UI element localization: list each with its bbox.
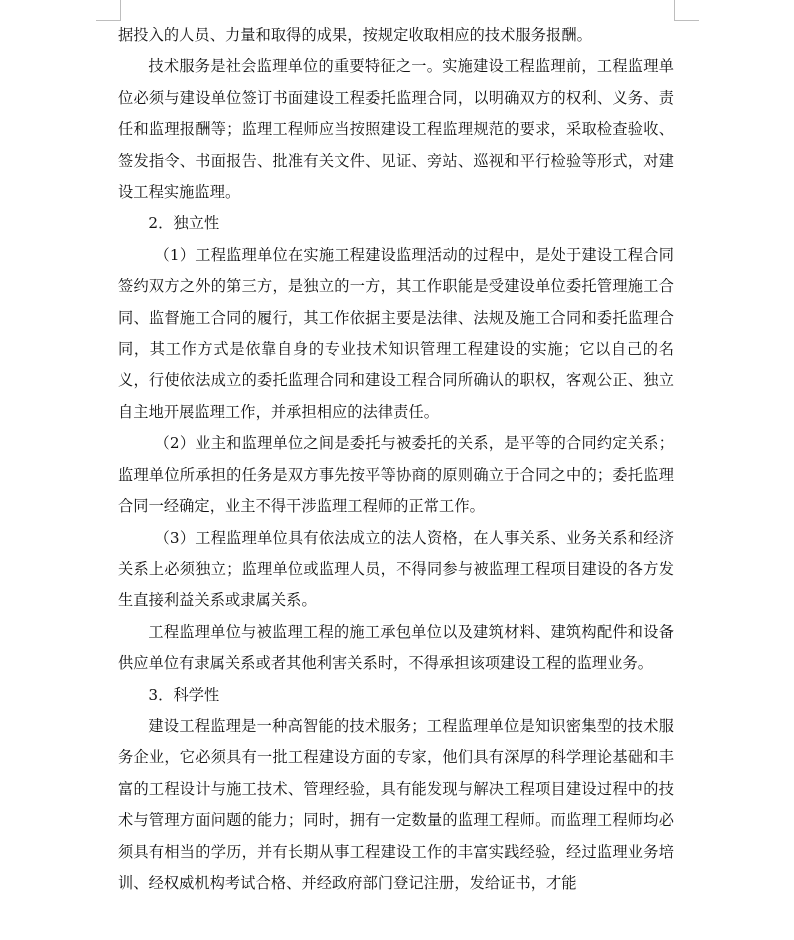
paragraph-affiliation: 工程监理单位与被监理工程的施工承包单位以及建筑材料、建筑构配件和设备供应单位有隶属关系或者其他利害关系时，不得承担该项建设工程的监理业务。 [118, 622, 674, 673]
section-heading-scientific: 3．科学性 [148, 685, 220, 704]
page-corner-mark-top-right [674, 0, 699, 21]
paragraph-technical-service: 技术服务是社会监理单位的重要特征之一。实施建设工程监理前，工程监理单位必须与建设单位签订书面建设工程委托监理合同，以明确双方的权利、义务、责任和监理报酬等；监理工程师应当按照建设工程监理规范的要求，采取检查验收、签发指令、书面报告、批准有关文件、见证、旁站、巡视和平行检验等形式，对建设工程实施监理。 [118, 57, 674, 202]
list-item-independence-2: （2）业主和监理单位之间是委托与被委托的关系，是平等的合同约定关系；监理单位所承担的任务是双方事先按平等协商的原则确立于合同之中的；委托监理合同一经确定，业主不得干涉监理工程师的正常工作。 [118, 434, 674, 516]
paragraph-scientific: 建设工程监理是一种高智能的技术服务；工程监理单位是知识密集型的技术服务企业，它必须具有一批工程建设方面的专家，他们具有深厚的科学理论基础和丰富的工程设计与施工技术、管理经验，具有能发现与解决工程项目建设过程中的技术与管理方面问题的能力；同时，拥有一定数量的监理工程师。而监理工程师均必须具有相当的学历，并有长期从事工程建设工作的丰富实践经验，经过监理业务培训、经权威机构考试合格、并经政府部门登记注册，发给证书，才能 [118, 716, 674, 892]
list-item-independence-1: （1）工程监理单位在实施工程建设监理活动的过程中，是处于建设工程合同签约双方之外的第三方，是独立的一方，其工作职能是受建设单位委托管理施工合同、监督施工合同的履行，其工作依据主要是法律、法规及施工合同和委托监理合同，其工作方式是依靠自身的专业技术知识管理工程建设的实施；它以自己的名义，行使依法成立的委托监理合同和建设工程合同所确认的职权，客观公正、独立自主地开展监理工作，并承担相应的法律责任。 [118, 245, 674, 421]
list-item-independence-3: （3）工程监理单位具有依法成立的法人资格，在人事关系、业务关系和经济关系上必须独立；监理单位或监理人员，不得同参与被监理工程项目建设的各方发生直接利益关系或隶属关系。 [118, 528, 674, 610]
document-body [118, 20, 674, 899]
section-heading-independence: 2．独立性 [148, 214, 220, 233]
page-corner-mark-top-left [96, 0, 121, 21]
paragraph-continuation: 据投入的人员、力量和取得的成果，按规定收取相应的技术服务报酬。 [118, 26, 592, 44]
